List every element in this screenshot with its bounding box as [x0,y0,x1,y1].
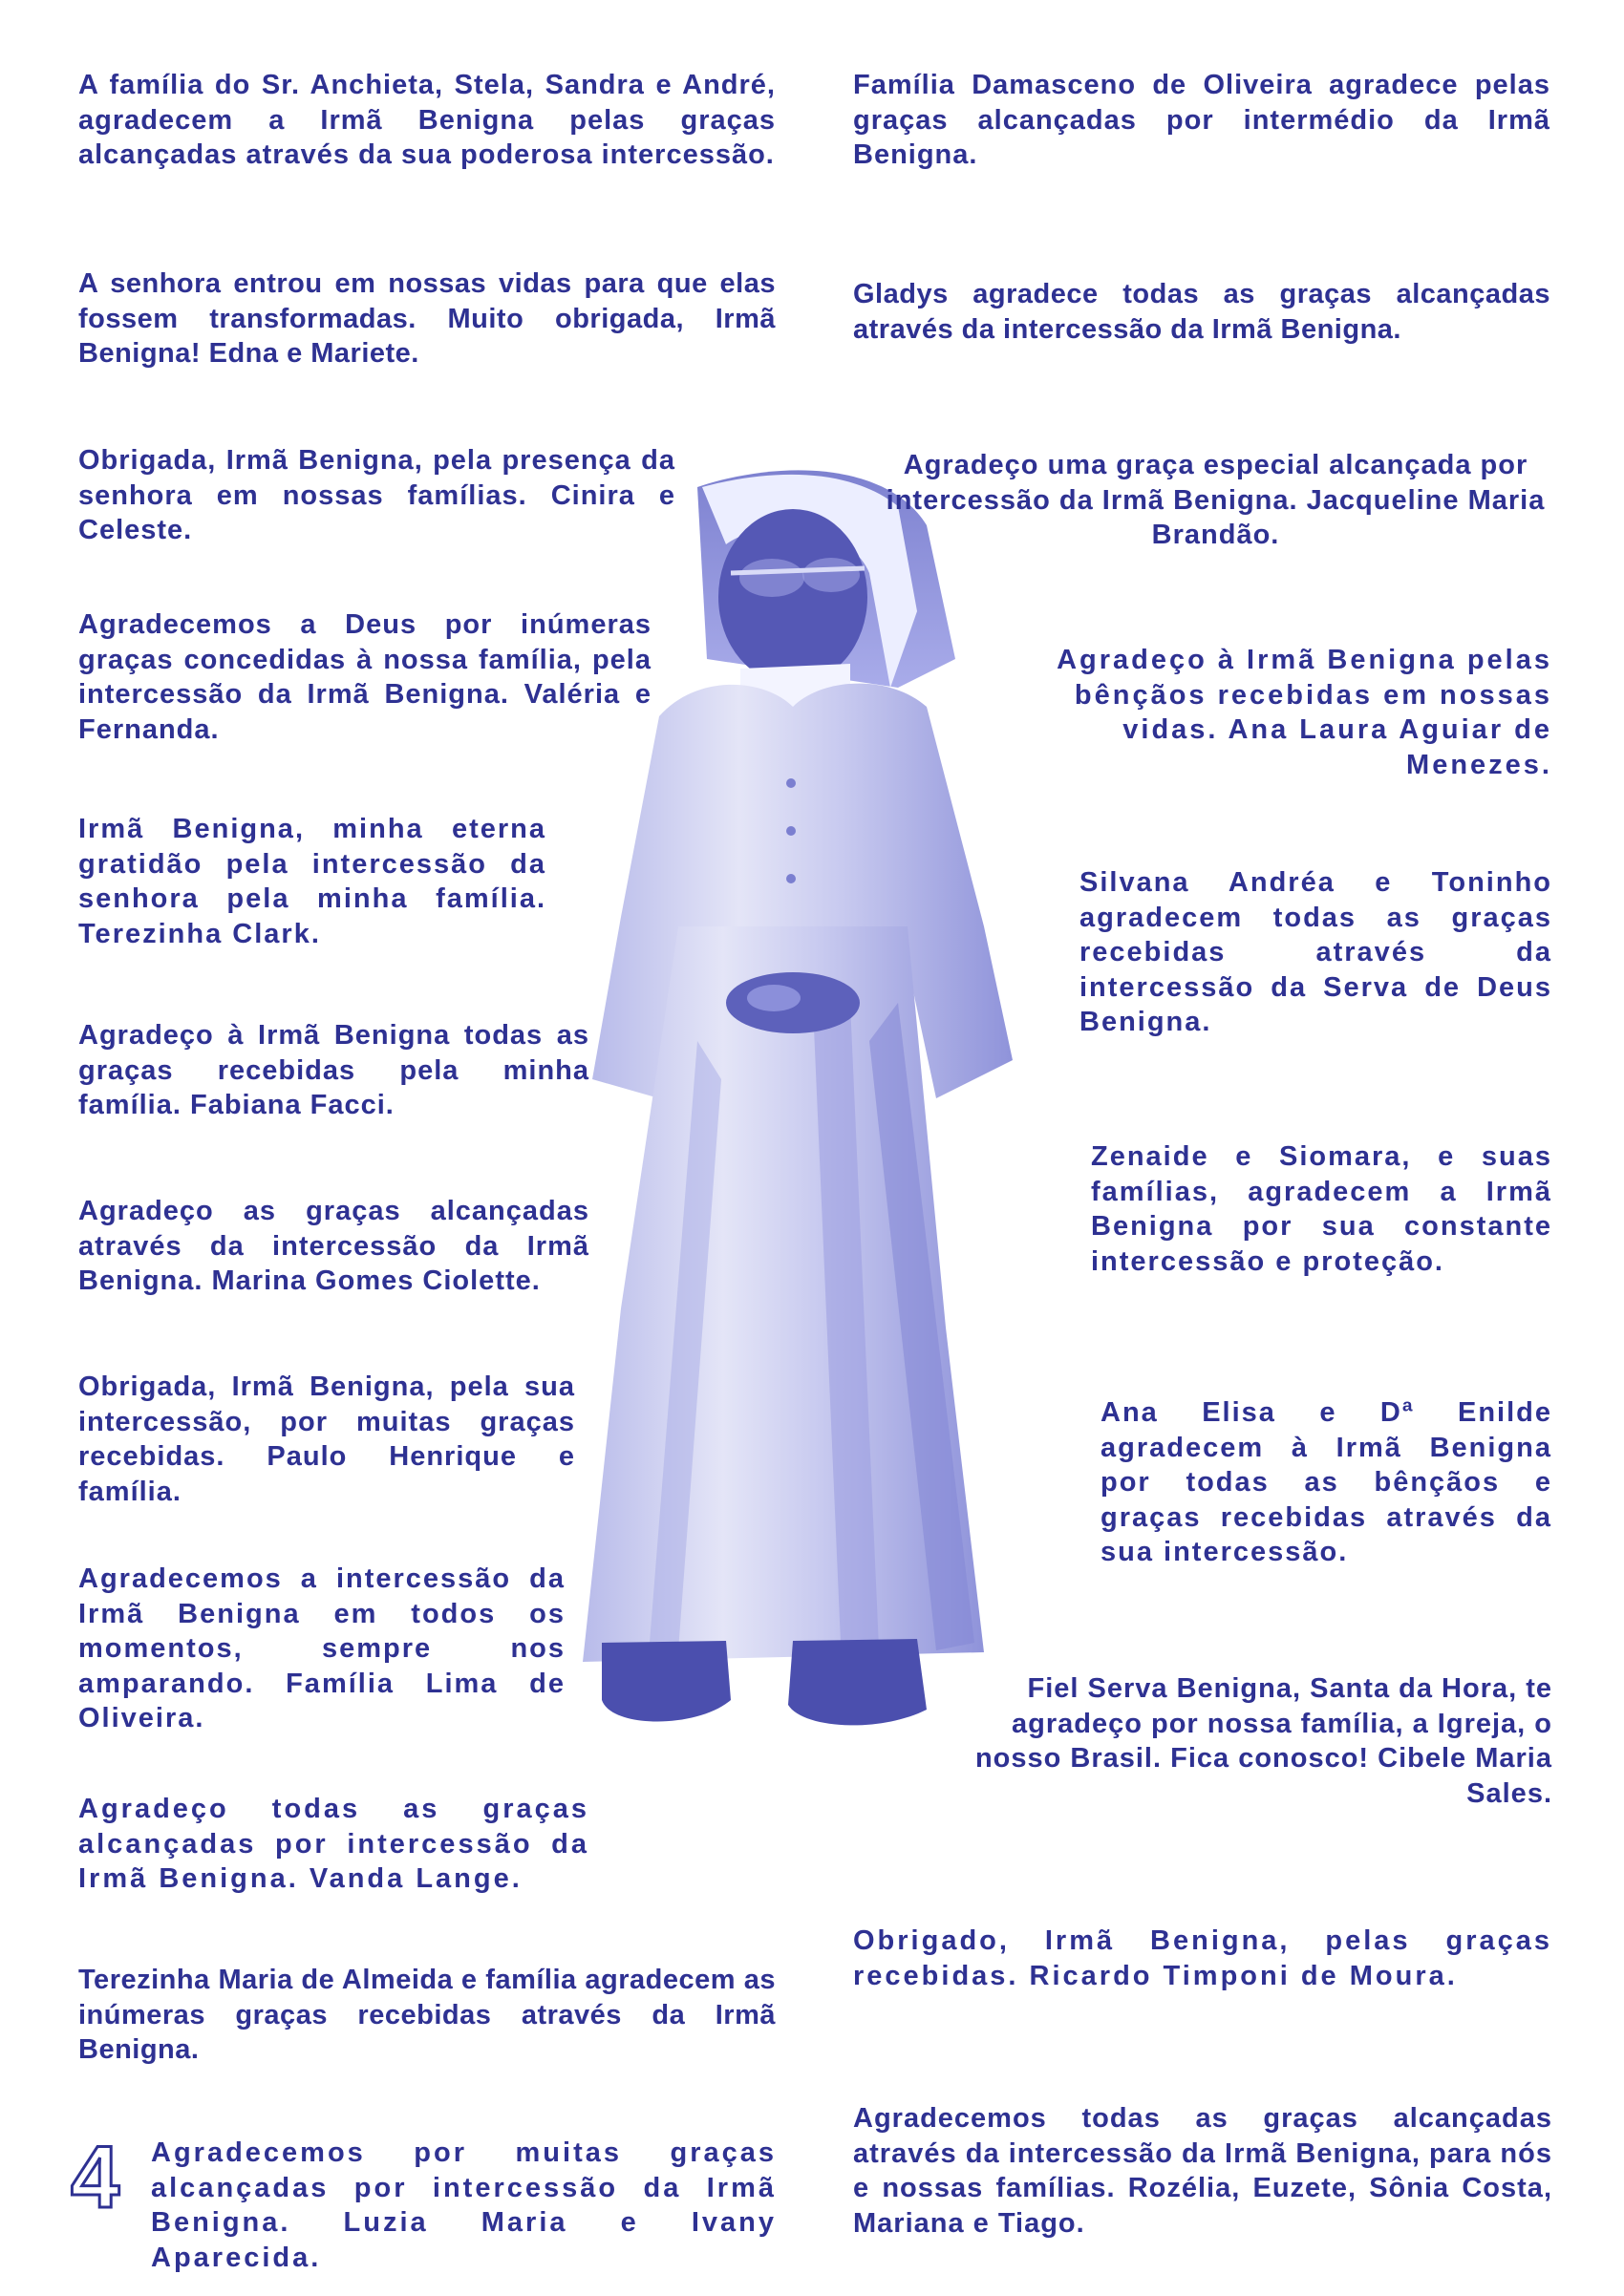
thanks-message: Fiel Serva Benigna, Santa da Hora, te agradeço por nossa família, a Igreja, o nosso Brasil. Fica conosco! Cibele Maria Sales. [974,1673,1552,1809]
thanks-message: Gladys agradece todas as graças alcançadas através da intercessão da Irmã Benigna. [853,279,1550,345]
page-number: 4 [71,2129,120,2226]
thanks-message: A família do Sr. Anchieta, Stela, Sandra e André, agradecem a Irmã Benigna pelas graças alcançadas através da sua poderosa intercessão. [78,70,776,170]
thanks-message: Agradecemos por muitas graças alcançadas por intercessão da Irmã Benigna. Luzia Maria e Ivany Aparecida. [151,2137,777,2273]
thanks-message: Agradeço à Irmã Benigna todas as graças recebidas pela minha família. Fabiana Facci. [78,1020,589,1120]
thanks-message: Agradeço à Irmã Benigna pelas bênçãos recebidas em nossas vidas. Ana Laura Aguiar de Menezes. [1057,645,1552,780]
thanks-message: Silvana Andréa e Toninho agradecem todas as graças recebidas através da intercessão da Serva de Deus Benigna. [1079,867,1552,1037]
thanks-message: Família Damasceno de Oliveira agradece pelas graças alcançadas por intermédio da Irmã Benigna. [853,70,1550,170]
thanks-message: Irmã Benigna, minha eterna gratidão pela intercessão da senhora pela minha família. Terezinha Clark. [78,814,546,949]
thanks-message: Obrigada, Irmã Benigna, pela presença da senhora em nossas famílias. Cinira e Celeste. [78,445,675,545]
thanks-message: Agradecemos a intercessão da Irmã Benigna em todos os momentos, sempre nos amparando. Família Lima de Oliveira. [78,1563,566,1733]
thanks-message: Zenaide e Siomara, e suas famílias, agradecem a Irmã Benigna por sua constante intercessão e proteção. [1091,1141,1552,1277]
thanks-message: Obrigado, Irmã Benigna, pelas graças recebidas. Ricardo Timponi de Moura. [853,1925,1552,1991]
thanks-message: Obrigada, Irmã Benigna, pela sua intercessão, por muitas graças recebidas. Paulo Henrique e família. [78,1371,575,1507]
thanks-message: Agradecemos todas as graças alcançadas através da intercessão da Irmã Benigna, para nós e nossas famílias. Rozélia, Euzete, Sônia Costa, Mariana e Tiago. [853,2103,1552,2239]
thanks-message: Agradeço uma graça especial alcançada por intercessão da Irmã Benigna. Jacqueline Maria Brandão. [886,450,1546,550]
thanks-message: Agradecemos a Deus por inúmeras graças concedidas à nossa família, pela intercessão da Irmã Benigna. Valéria e Fernanda. [78,609,652,745]
thanks-message: A senhora entrou em nossas vidas para que elas fossem transformadas. Muito obrigada, Irmã Benigna! Edna e Mariete. [78,268,776,369]
thanks-message: Agradeço todas as graças alcançadas por intercessão da Irmã Benigna. Vanda Lange. [78,1794,589,1894]
thanks-message: Terezinha Maria de Almeida e família agradecem as inúmeras graças recebidas através da Irmã Benigna. [78,1965,776,2065]
thanks-message: Agradeço as graças alcançadas através da intercessão da Irmã Benigna. Marina Gomes Ciolette. [78,1196,589,1296]
thanks-message: Ana Elisa e Dª Enilde agradecem à Irmã Benigna por todas as bênçãos e graças recebidas através da sua intercessão. [1100,1397,1552,1567]
